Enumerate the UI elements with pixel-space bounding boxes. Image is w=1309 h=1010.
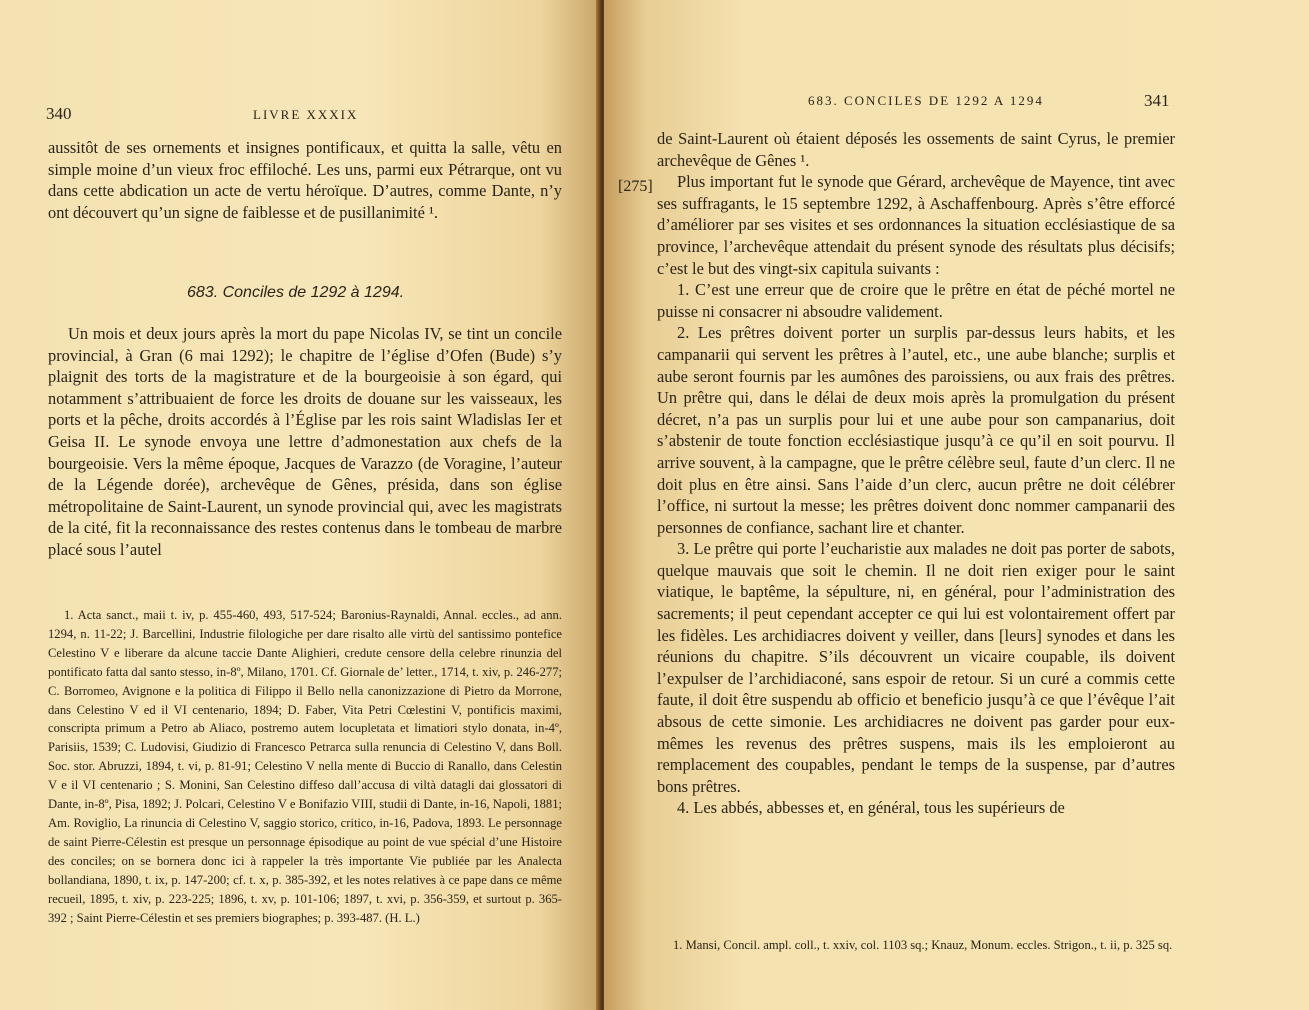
running-head: LIVRE XXXIX (253, 107, 359, 122)
continuation-text (48, 137, 562, 223)
footnote (657, 936, 1175, 955)
running-head: 683. CONCILES DE 1292 A 1294 (808, 93, 1044, 108)
page-number: 341 (1144, 91, 1170, 110)
main-text (657, 128, 1175, 819)
body-paragraph: 2. Les prêtres doivent porter un surplis par-dessus leurs habits, et les campanarii qui servent les prêtres à l’autel, etc., une aube blanche; surplis et aube seront fournis par les aumônes des paroissiens, ou aux frais des prêtres. Un prêtre qui, dans le délai de deux mois après la promulgation du présent décret, n’a pas un surplis pour lui et une aube pour son campanarius, doit s’abstenir de toute fonction ecclésiastique jusqu’à ce qu’il en soit pourvu. Il arrive souvent, à la campagne, que le prêtre célèbre seul, faute d’un clerc. Il ne doit plus en être ainsi. Sans l’aide d’un clerc, aucun prêtre ne doit célébrer l’office, ni surtout la messe; les prêtres doivent donc nommer campanarii des personnes de confiance, sachant lire et chanter. (657, 323, 1175, 537)
body-paragraph: Plus important fut le synode que Gérard, archevêque de Mayence, tint avec ses suffragants, le 15 septembre 1292, à Aschaffenbourg. Après s’être efforcé d’améliorer par ses visites et ses ordonnances la situation ecclésiastique de sa province, l’archevêque attendait du présent synode des résultats plus décisifs; c’est le but des vingt-six capitula suivants : (657, 172, 1175, 278)
main-text (48, 323, 562, 561)
body-paragraph: 1. C’est une erreur que de croire que le prêtre en état de péché mortel ne puisse ni consacrer ni absoudre validement. (657, 280, 1175, 321)
footnote (48, 606, 562, 927)
body-paragraph: 4. Les abbés, abbesses et, en général, tous les supérieurs de (677, 798, 1065, 818)
body-paragraph: Un mois et deux jours après la mort du pape Nicolas IV, se tint un concile provincial, à Gran (6 mai 1292); le chapitre de l’église d’Ofen (Bude) s’y plaignit des torts de la magistrature et de la bourgeoisie à son égard, qui notamment s’attribuaient de force les droits de douane sur les vaisseaux, les ports et la pêche, droits accordés à l’Église par les rois saint Wladislas Ier et Geisa II. Le synode envoya une lettre d’admonestation aux chefs de la bourgeoisie. Vers la même époque, Jacques de Varazzo (de Voragine, l’auteur de la Légende dorée), archevêque de Gênes, présida, dans son église métropolitaine de Saint-Laurent, un synode provincial qui, avec les magistrats de la cité, fit la reconnaissance des restes contenus dans le tombeau de marbre placé sous l’autel (48, 324, 562, 559)
margin-note: [275] (618, 178, 653, 195)
continuation-paragraph: aussitôt de ses ornements et insignes pontificaux, et quitta la salle, vêtu en simple moine d’un vieux froc effiloché. Les uns, parmi eux Pétrarque, ont vu dans cette abdication un acte de vertu héroïque. D’autres, comme Dante, n’y ont découvert qu’un signe de faiblesse et de pusillanimité ¹. (48, 138, 562, 222)
footnote-text: 1. Mansi, Concil. ampl. coll., t. xxiv, col. 1103 sq.; Knauz, Monum. eccles. Strigon., t. ii, p. 325 sq. (673, 938, 1173, 952)
section-title: 683. Conciles de 1292 à 1294. (187, 284, 405, 301)
body-paragraph: de Saint-Laurent où étaient déposés les ossements de saint Cyrus, le premier archevêque de Gênes ¹. (657, 129, 1175, 170)
body-paragraph: 3. Le prêtre qui porte l’eucharistie aux malades ne doit pas porter de sabots, quelque mauvais que soit le chemin. Il ne doit rien exiger pour le saint viatique, le baptême, la sépulture, ni, en général, pour l’administration des sacrements; il peut cependant accepter ce qui lui est volontairement offert par les fidèles. Les archidiacres doivent y veiller, dans [leurs] synodes et dans les réunions du chapitre. S’ils découvrent un vicaire coupable, ils doivent l’expulser de l’archidiaconé, sans espoir de retour. Si un curé a commis cette faute, il doit être suspendu ab officio et beneficio jusqu’à ce que l’évêque l’ait absous de cette simonie. Les archidiacres ne doivent pas garder pour eux-mêmes les revenus des prêtres suspens, mais ils les emploieront au remplacement des coupables, pendant le temps de la suspense, par d’autres bons prêtres. (657, 539, 1175, 796)
page-number: 340 (46, 104, 72, 123)
footnote-text: 1. Acta sanct., maii t. iv, p. 455-460, 493, 517-524; Baronius-Raynaldi, Annal. eccles., ad ann. 1294, n. 11-22; J. Barcellini, Industrie filologiche per dare risalto alle virtù del santissimo pontefice Celestino V e liberare da alcune taccie Dante Alighieri, credute censore della celebre rinunzia del pontificato fatta dal santo stesso, in-8º, Milano, 1701. Cf. Giornale de’ letter., 1714, t. xiv, p. 246-277; C. Borromeo, Avignone e la politica di Filippo il Bello nella canonizzazione di Pietro da Morrone, dans Celestino V ed il VI centenario, 1894; D. Faber, Vita Petri Cœlestini V, pontificis maximi, conscripta primum a Petro ab Aliaco, postremo autem locupletata et limatiori stylo donata, in-4º, Parisiis, 1539; C. Ludovisi, Giudizio di Francesco Petrarca sulla renuncia di Celestino V, dans Boll. Soc. stor. Abruzzi, 1894, t. vi, p. 81-91; Celestino V nella mente di Buccio di Ranallo, dans Celestin V e il VI centenario ; S. Monini, San Celestino diffeso dall’accusa di viltà datagli dai glossatori di Dante, in-8º, Pisa, 1892; J. Polcari, Celestino V e Bonifazio VIII, studii di Dante, in-16, Napoli, 1881; Am. Roviglio, La rinuncia di Celestino V, saggio storico, critico, in-16, Padova, 1893. Le personnage de saint Pierre-Célestin est presque un personnage épisodique au point de vue spécial d’une Histoire des conciles; on se bornera donc ici à rappeler la très importante Vie publiée par les Analecta bollandiana, 1890, t. ix, p. 147-200; cf. t. x, p. 385-392, et les notes relatives à ce pape dans ce même recueil, 1895, t. xiv, p. 223-225; 1896, t. xv, p. 101-106; 1897, t. xvi, p. 356-359, et surtout p. 365-392 ; Saint Pierre-Célestin et ses premiers biographes; p. 393-487. (H. L.) (48, 608, 562, 925)
right-page (604, 0, 1309, 1010)
left-page (0, 0, 600, 1010)
